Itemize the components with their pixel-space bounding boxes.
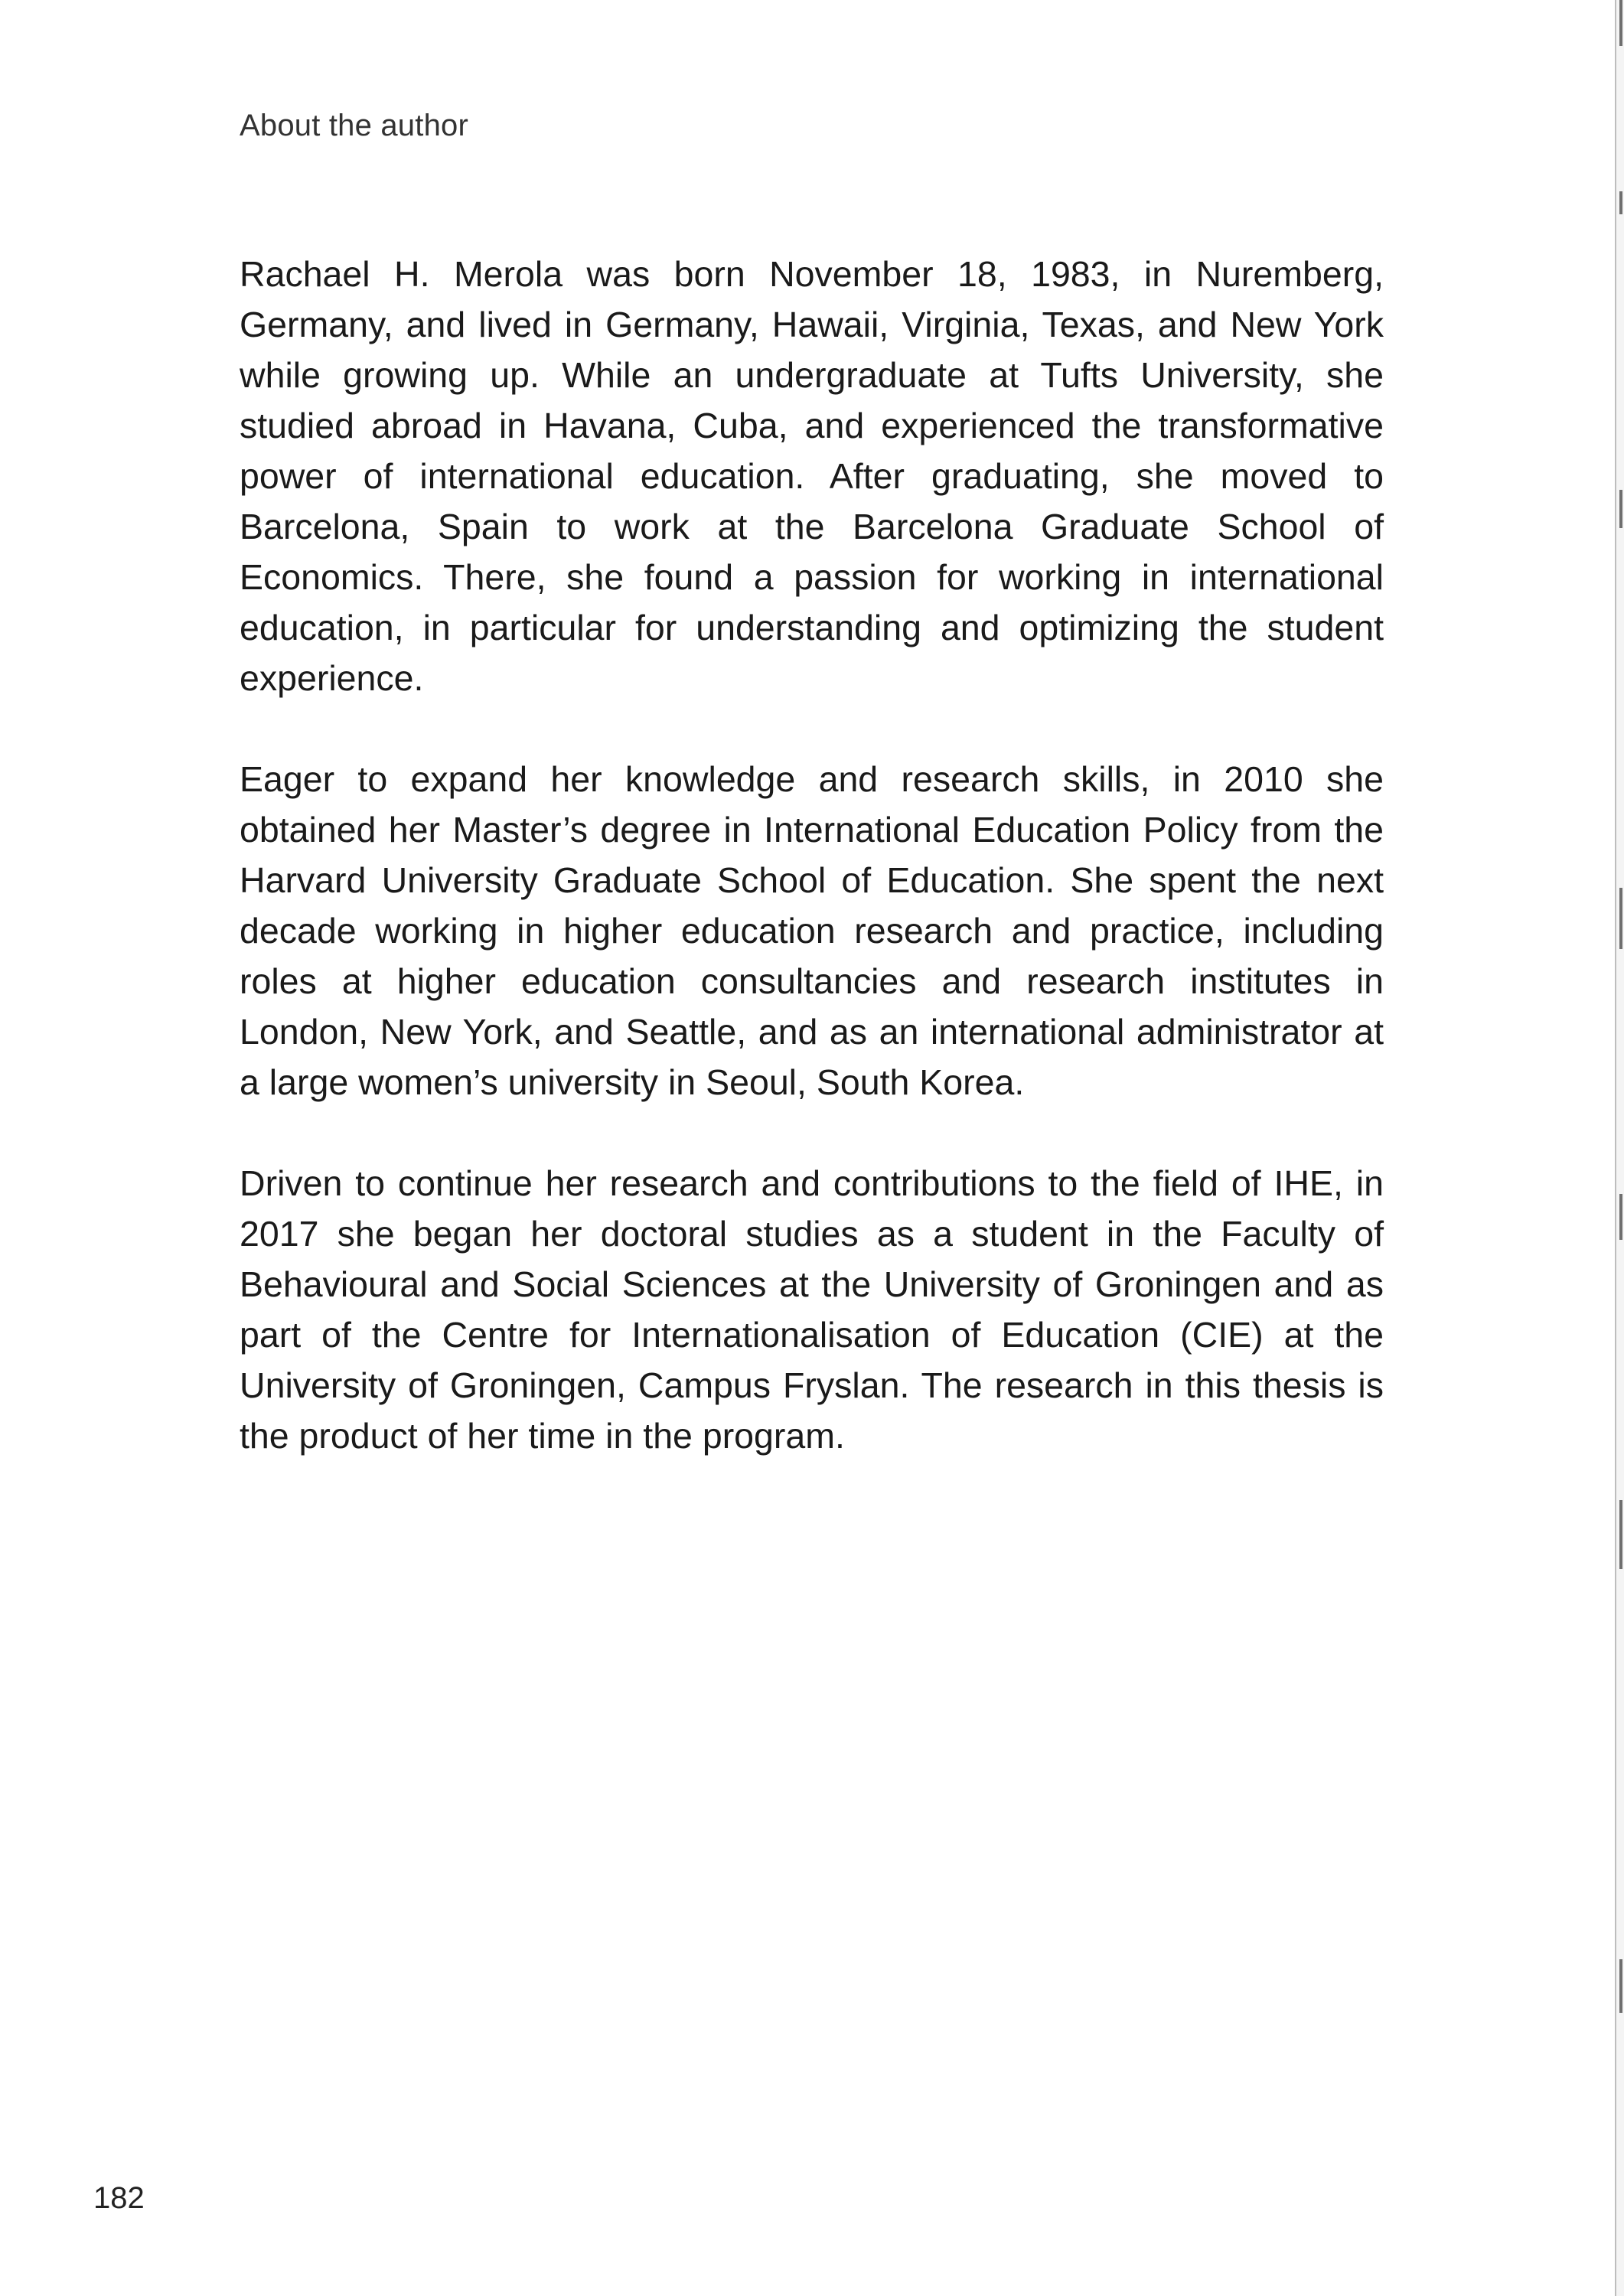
paragraph-early-life: Rachael H. Merola was born November 18, 1983, in Nuremberg, Germany, and lived in Germany, Hawaii, Virginia, Texas, and New York while growing up. While an undergraduate at Tufts University, she studied abroad in Havana, Cuba, and experienced the transformative power of international education. After graduating, she moved to Barcelona, Spain to work at the Barcelona Graduate School of Economics. There, she found a passion for working in international education, in particular for understanding and optimizing the student experience. [240,254,1384,698]
body-text [240,249,1384,1512]
running-header: About the author [240,109,468,142]
paragraph-doctoral-studies: Driven to continue her research and contributions to the field of IHE, in 2017 she began her doctoral studies as a student in the Faculty of Behavioural and Social Sciences at the University of Groningen and as part of the Centre for Internationalisation of Education (CIE) at the University of Groningen, Campus Fryslan. The research in this thesis is the product of her time in the program. [240,1163,1384,1456]
paragraph-education-career: Eager to expand her knowledge and research skills, in 2010 she obtained her Master’s degree in International Education Policy from the Harvard University Graduate School of Education. She spent the next decade working in higher education research and practice, including roles at higher education consultancies and research institutes in London, New York, and Seattle, and as an international administrator at a large women’s university in Seoul, South Korea. [240,759,1384,1102]
page-edge-strip [1615,0,1624,2296]
page-number: 182 [93,2181,145,2215]
